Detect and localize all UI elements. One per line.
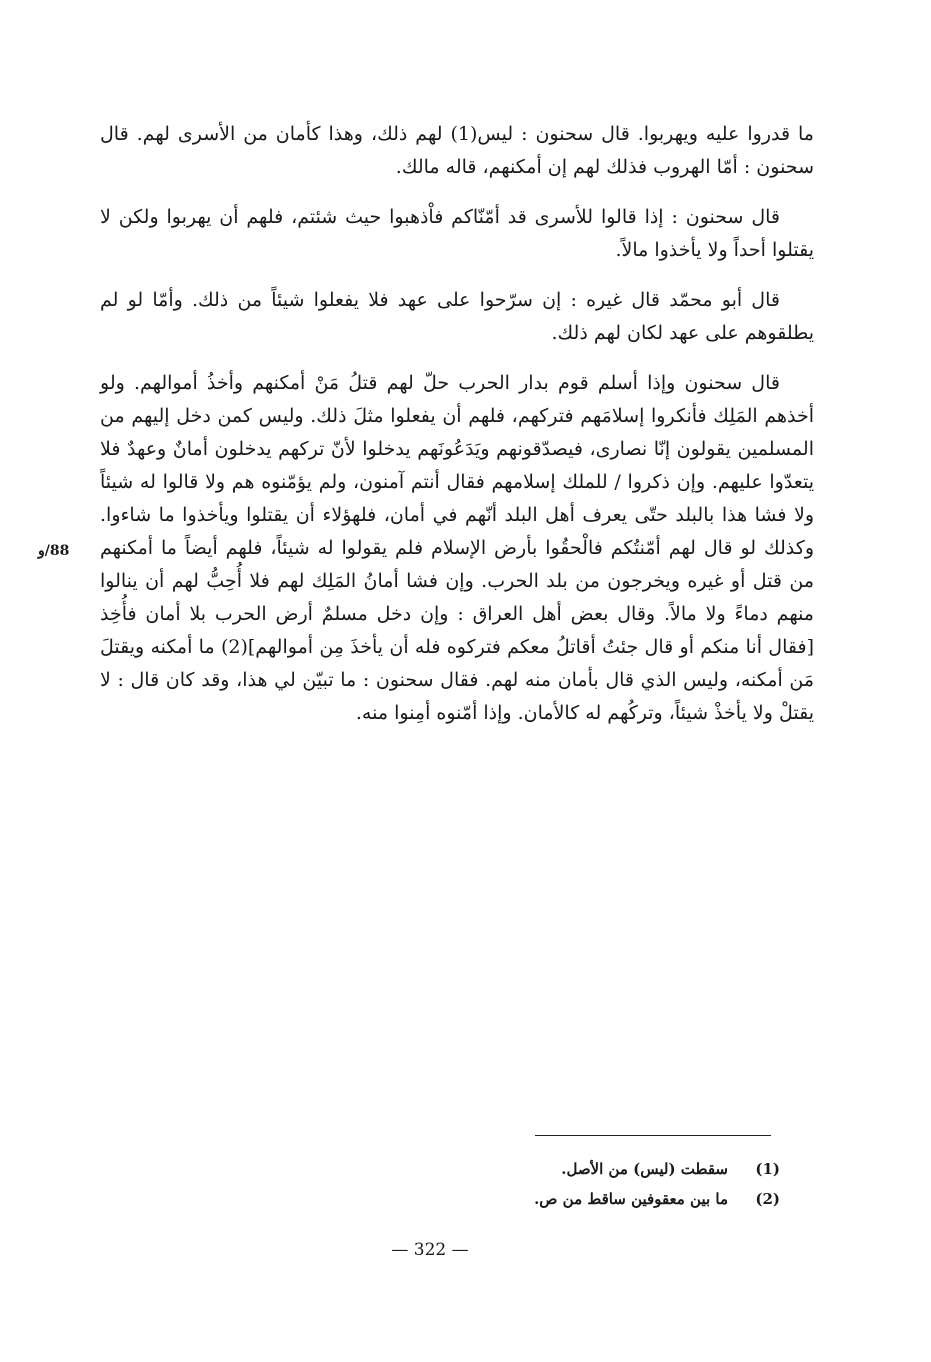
footnote-number: (1)	[755, 1160, 780, 1178]
footnote-item	[400, 1184, 780, 1214]
paragraph-4: قال سحنون وإذا أسلم قوم بدار الحرب حلّ لهم قتلُ مَنْ أمكنهم وأخذُ أموالهم. ولو أخذهم المَلِك فأنكروا إسلامَهم فتركهم، فلهم أن يفعلوا مثلَ ذلك. وليس كمن دخل إليهم من المسلمين يقولون إنّا نصارى، فيصدّقونهم ويَدَعُونَهم يدخلوا لأنّ تركهم يدخلون أمانٌ وعهدٌ فلا يتعدّوا عليهم. وإن ذكروا / للملك إسلامهم فقال أنتم آمنون، ولم يؤمّنوه هم ولا قالوا له شيئاً ولا فشا هذا بالبلد حتّى يعرف أهل البلد أنّهم في أمان، فلهؤلاء أن يقتلوا ويأخذوا ما شاءوا. وكذلك لو قال لهم أمّنتُكم فالْحقُوا بأرض الإسلام فلم يقولوا له شيئاً، فلهم أيضاً ما أمكنهم من قتل أو غيره ويخرجون من بلد الحرب. وإن فشا أمانُ المَلِك لهم فلا أُحِبُّ لهم أن ينالوا منهم دماءً ولا مالاً. وقال بعض أهل العراق : وإن دخل مسلمٌ أرض الحرب بلا أمان فأُخِذ [فقال أنا منكم أو قال جئتُ أقاتلُ معكم فتركوه فله أن يأخذَ مِن أموالهم](2) ما أمكنه ويقتلَ مَن أمكنه، وليس الذي قال بأمان منه لهم. فقال سحنون : ما تبيّن لي هذا، وقد كان قال : لا يقتلْ ولا يأخذْ شيئاً، وتركُهم له كالأمان. وإذا أمّنوه أمِنوا منه.	[100, 372, 814, 724]
footnotes	[400, 1154, 780, 1214]
paragraph-1: ما قدروا عليه ويهربوا. قال سحنون : ليس(1) لهم ذلك، وهذا كأمان من الأسرى لهم. قال سحنون : أمّا الهروب فذلك لهم إن أمكنهم، قاله مالك.	[100, 123, 814, 178]
footnote-text: سقطت (ليس) من الأصل.	[561, 1160, 728, 1178]
paragraph-2: قال سحنون : إذا قالوا للأسرى قد أمّنّاكم فاْذهبوا حيث شئتم، فلهم أن يهربوا ولكن لا يقتلوا أحداً ولا يأخذوا مالاً.	[100, 206, 814, 261]
margin-folio-note: 88/و	[38, 543, 70, 559]
page-number: — 322 —	[391, 1240, 469, 1260]
body-text	[100, 118, 814, 747]
footnote-item	[400, 1154, 780, 1184]
paragraph-3: قال أبو محمّد قال غيره : إن سرّحوا على عهد فلا يفعلوا شيئاً من ذلك. وأمّا لو لم يطلقوهم على عهد لكان لهم ذلك.	[100, 289, 814, 344]
footnote-number: (2)	[755, 1190, 780, 1208]
footnote-text: ما بين معقوفين ساقط من ص.	[534, 1190, 728, 1208]
footnote-separator	[535, 1135, 771, 1136]
